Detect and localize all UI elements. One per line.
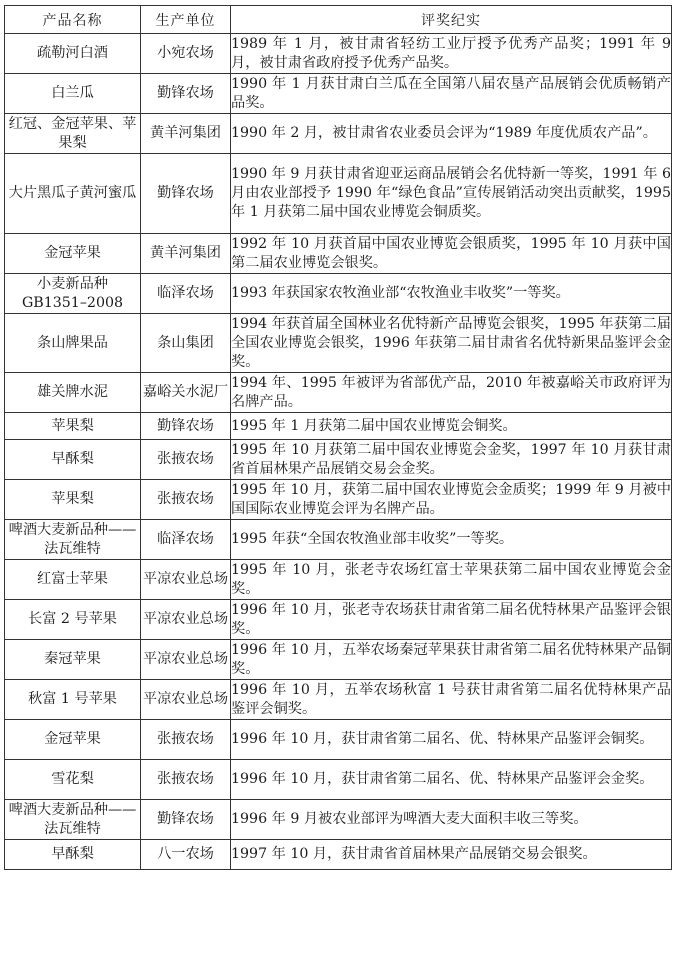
award-record-cell: 1994 年获首届全国林业名优特新产品博览会银奖，1995 年获第二届全国农业博览会银奖，1996 年获第二届甘肃省名优特新果品鉴评会金奖。 — [231, 314, 672, 373]
product-name-cell: 疏勒河白酒 — [5, 34, 141, 74]
award-record-cell: 1997 年 10 月，获甘肃省首届林果产品展销交易会银奖。 — [231, 840, 672, 870]
table-row — [5, 114, 672, 154]
product-name-cell: 红冠、金冠苹果、苹果梨 — [5, 114, 141, 154]
table-row — [5, 274, 672, 314]
production-unit-cell: 勤锋农场 — [141, 154, 231, 234]
table-row — [5, 413, 672, 440]
production-unit-cell: 平凉农业总场 — [141, 640, 231, 680]
header-production-unit: 生产单位 — [141, 6, 231, 34]
production-unit-cell: 张掖农场 — [141, 440, 231, 480]
award-record-cell: 1995 年 10 月获第二届中国农业博览会金奖，1997 年 10 月获甘肃省首届林果产品展销交易会金奖。 — [231, 440, 672, 480]
product-name-cell: 长富 2 号苹果 — [5, 600, 141, 640]
product-name-cell: 秦冠苹果 — [5, 640, 141, 680]
table-row — [5, 600, 672, 640]
product-name-cell: 红富士苹果 — [5, 560, 141, 600]
production-unit-cell: 张掖农场 — [141, 760, 231, 800]
award-record-cell: 1995 年 10 月，张老寺农场红富士苹果获第二届中国农业博览会金奖。 — [231, 560, 672, 600]
product-name-cell: 小麦新品种 GB1351–2008 — [5, 274, 141, 314]
production-unit-cell: 小宛农场 — [141, 34, 231, 74]
award-record-cell: 1990 年 9 月获甘肃省迎亚运商品展销会名优特新一等奖，1991 年 6 月由农业部授予 1990 年“绿色食品”宣传展销活动突出贡献奖，1995 年 1 月获第二届中国农业博览会铜质奖。 — [231, 154, 672, 234]
award-record-cell: 1989 年 1 月，被甘肃省轻纺工业厅授予优秀产品奖；1991 年 9 月，被甘肃省政府授予优秀产品奖。 — [231, 34, 672, 74]
award-record-cell: 1992 年 10 月获首届中国农业博览会银质奖，1995 年 10 月获中国第二届农业博览会银奖。 — [231, 234, 672, 274]
table-row — [5, 640, 672, 680]
production-unit-cell: 平凉农业总场 — [141, 680, 231, 720]
product-name-cell: 啤酒大麦新品种——法瓦维特 — [5, 800, 141, 840]
production-unit-cell: 黄羊河集团 — [141, 234, 231, 274]
product-name-cell: 啤酒大麦新品种——法瓦维特 — [5, 520, 141, 560]
production-unit-cell: 平凉农业总场 — [141, 600, 231, 640]
table-row — [5, 520, 672, 560]
table-row — [5, 720, 672, 760]
table-row — [5, 34, 672, 74]
table-row — [5, 840, 672, 870]
header-award-record: 评奖纪实 — [231, 6, 672, 34]
product-name-cell: 苹果梨 — [5, 413, 141, 440]
table-row — [5, 314, 672, 373]
table-row — [5, 440, 672, 480]
product-name-cell: 条山牌果品 — [5, 314, 141, 373]
award-record-cell: 1995 年获“全国农牧渔业部丰收奖”一等奖。 — [231, 520, 672, 560]
production-unit-cell: 张掖农场 — [141, 480, 231, 520]
table-row — [5, 680, 672, 720]
award-record-cell: 1995 年 10 月，获第二届中国农业博览会金质奖；1999 年 9 月被中国国际农业博览会评为名牌产品。 — [231, 480, 672, 520]
award-record-cell: 1994 年、1995 年被评为省部优产品，2010 年被嘉峪关市政府评为名牌产品。 — [231, 373, 672, 413]
table-body — [5, 34, 672, 870]
award-record-cell: 1996 年 10 月，获甘肃省第二届名、优、特林果产品鉴评会金奖。 — [231, 760, 672, 800]
table-row — [5, 373, 672, 413]
award-record-cell: 1995 年 1 月获第二届中国农业博览会铜奖。 — [231, 413, 672, 440]
product-name-cell: 早酥梨 — [5, 840, 141, 870]
product-name-cell: 白兰瓜 — [5, 74, 141, 114]
product-name-cell: 大片黑瓜子黄河蜜瓜 — [5, 154, 141, 234]
table-row — [5, 234, 672, 274]
product-name-cell: 雪花梨 — [5, 760, 141, 800]
product-name-cell: 早酥梨 — [5, 440, 141, 480]
production-unit-cell: 嘉峪关水泥厂 — [141, 373, 231, 413]
award-record-cell: 1996 年 10 月，获甘肃省第二届名、优、特林果产品鉴评会铜奖。 — [231, 720, 672, 760]
production-unit-cell: 张掖农场 — [141, 720, 231, 760]
award-record-cell: 1996 年 10 月，张老寺农场获甘肃省第二届名优特林果产品鉴评会银奖。 — [231, 600, 672, 640]
table-row — [5, 74, 672, 114]
product-name-cell: 苹果梨 — [5, 480, 141, 520]
table-row — [5, 154, 672, 234]
product-name-cell: 金冠苹果 — [5, 234, 141, 274]
award-record-cell: 1990 年 1 月获甘肃白兰瓜在全国第八届农垦产品展销会优质畅销产品奖。 — [231, 74, 672, 114]
production-unit-cell: 临泽农场 — [141, 520, 231, 560]
award-record-cell: 1990 年 2 月，被甘肃省农业委员会评为“1989 年度优质农产品”。 — [231, 114, 672, 154]
awards-table — [4, 5, 672, 870]
table-header — [5, 6, 672, 34]
product-name-cell: 雄关牌水泥 — [5, 373, 141, 413]
production-unit-cell: 勤锋农场 — [141, 800, 231, 840]
award-record-cell: 1996 年 9 月被农业部评为啤酒大麦大面积丰收三等奖。 — [231, 800, 672, 840]
award-record-cell: 1996 年 10 月，五举农场秦冠苹果获甘肃省第二届名优特林果产品铜奖。 — [231, 640, 672, 680]
table-row — [5, 480, 672, 520]
production-unit-cell: 八一农场 — [141, 840, 231, 870]
award-record-cell: 1993 年获国家农牧渔业部“农牧渔业丰收奖”一等奖。 — [231, 274, 672, 314]
table-row — [5, 760, 672, 800]
product-name-cell: 秋富 1 号苹果 — [5, 680, 141, 720]
header-product-name: 产品名称 — [5, 6, 141, 34]
production-unit-cell: 平凉农业总场 — [141, 560, 231, 600]
product-name-cell: 金冠苹果 — [5, 720, 141, 760]
production-unit-cell: 勤锋农场 — [141, 74, 231, 114]
table-row — [5, 800, 672, 840]
production-unit-cell: 临泽农场 — [141, 274, 231, 314]
production-unit-cell: 条山集团 — [141, 314, 231, 373]
production-unit-cell: 勤锋农场 — [141, 413, 231, 440]
award-record-cell: 1996 年 10 月，五举农场秋富 1 号获甘肃省第二届名优特林果产品鉴评会铜奖。 — [231, 680, 672, 720]
production-unit-cell: 黄羊河集团 — [141, 114, 231, 154]
header-row — [5, 6, 672, 34]
table-row — [5, 560, 672, 600]
